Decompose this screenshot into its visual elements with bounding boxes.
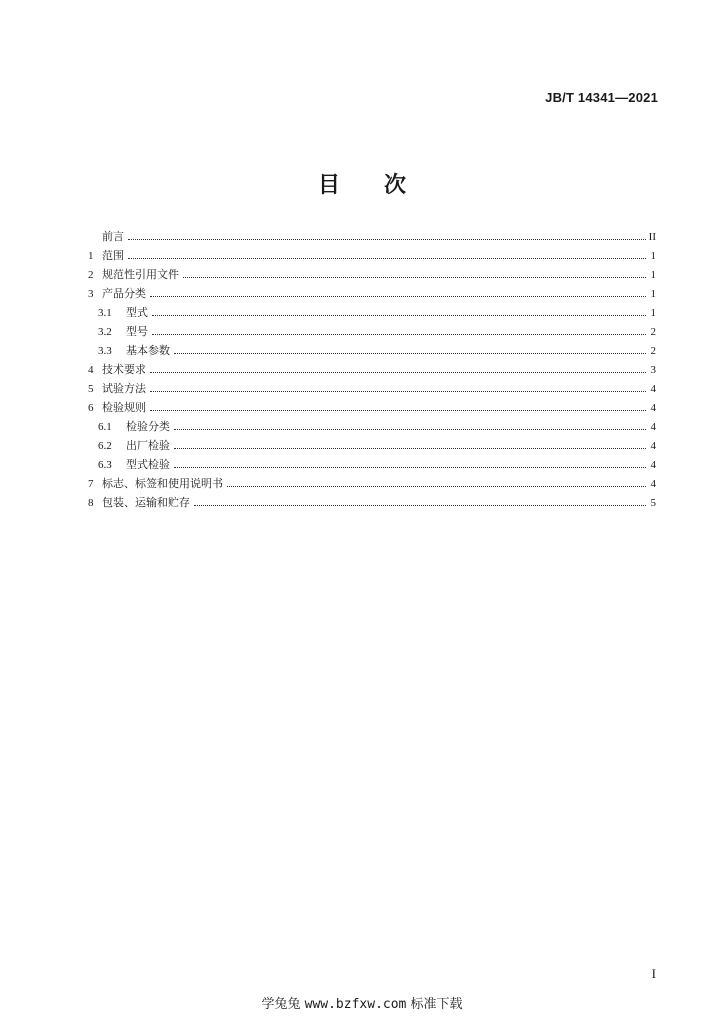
toc-subentry[interactable]	[88, 323, 656, 342]
toc-entry-page: 4	[650, 440, 656, 452]
toc-leader-dots	[174, 466, 646, 468]
toc-entry-label: 型号	[126, 325, 148, 338]
toc-entry-number: 4	[88, 364, 94, 376]
toc-entry-label: 基本参数	[126, 344, 170, 357]
toc-entry-page: 1	[650, 288, 656, 300]
toc-entry-label: 产品分类	[102, 287, 146, 300]
watermark-footer	[0, 993, 724, 1012]
footer-tagline: 标准下载	[410, 997, 463, 1012]
title-char-1: 目	[317, 173, 340, 198]
toc-subentry[interactable]	[88, 456, 656, 475]
toc-leader-dots	[174, 447, 646, 449]
toc-entry-number: 3	[88, 288, 94, 300]
toc-entry-page: 2	[650, 326, 656, 338]
toc-entry-number: 8	[88, 497, 94, 509]
toc-entry-number: 6.3	[98, 459, 112, 471]
toc-entry-page: 5	[650, 497, 656, 509]
toc-subentry[interactable]	[88, 437, 656, 456]
toc-leader-dots	[150, 409, 646, 411]
toc-entry-page: 2	[650, 345, 656, 357]
toc-leader-dots	[128, 238, 646, 240]
toc-leader-dots	[174, 352, 646, 354]
toc-entry-page: 4	[650, 459, 656, 471]
toc-leader-dots	[152, 333, 646, 335]
toc-entry[interactable]	[88, 380, 656, 399]
toc-entry-page: 1	[650, 269, 656, 281]
toc-leader-dots	[150, 295, 646, 297]
toc-entry-page: 4	[650, 383, 656, 395]
toc-leader-dots	[150, 371, 646, 373]
toc-entry[interactable]	[88, 475, 656, 494]
toc-entry-label: 包装、运输和贮存	[102, 496, 190, 509]
table-of-contents	[88, 228, 656, 513]
toc-leader-dots	[128, 257, 646, 259]
page-number: I	[651, 966, 656, 981]
toc-entry-page: 4	[650, 402, 656, 414]
toc-entry-number: 3.3	[98, 345, 112, 357]
toc-entry-label: 试验方法	[102, 382, 146, 395]
toc-entry[interactable]	[88, 247, 656, 266]
toc-entry-number: 3.2	[98, 326, 112, 338]
toc-subentry[interactable]	[88, 304, 656, 323]
page-title	[0, 168, 724, 199]
toc-entry-label: 型式检验	[126, 458, 170, 471]
toc-entry[interactable]	[88, 361, 656, 380]
toc-entry-label: 检验分类	[126, 420, 170, 433]
toc-subentry[interactable]	[88, 342, 656, 361]
toc-entry-page: II	[648, 231, 656, 243]
toc-entry-label: 检验规则	[102, 401, 146, 414]
toc-entry-label: 范围	[102, 249, 124, 262]
toc-entry-page: 3	[650, 364, 656, 376]
footer-site-name: 学兔兔	[261, 997, 301, 1012]
toc-entry-number: 6.1	[98, 421, 112, 433]
toc-entry-number: 7	[88, 478, 94, 490]
toc-entry[interactable]	[88, 228, 656, 247]
toc-entry-number: 5	[88, 383, 94, 395]
toc-leader-dots	[174, 428, 646, 430]
toc-entry[interactable]	[88, 494, 656, 513]
toc-entry-page: 1	[650, 250, 656, 262]
toc-entry-label: 规范性引用文件	[102, 268, 179, 281]
toc-entry[interactable]	[88, 266, 656, 285]
toc-leader-dots	[183, 276, 646, 278]
footer-url[interactable]: www.bzfxw.com	[304, 997, 407, 1012]
toc-entry-label: 技术要求	[102, 363, 146, 376]
title-char-2: 次	[384, 173, 407, 198]
toc-entry-label: 出厂检验	[126, 439, 170, 452]
toc-entry-page: 4	[650, 478, 656, 490]
toc-leader-dots	[152, 314, 646, 316]
toc-entry[interactable]	[88, 285, 656, 304]
toc-entry-page: 1	[650, 307, 656, 319]
standard-code: JB/T 14341—2021	[545, 90, 658, 105]
toc-leader-dots	[194, 504, 646, 506]
toc-entry-number: 3.1	[98, 307, 112, 319]
toc-entry[interactable]	[88, 399, 656, 418]
toc-entry-number: 2	[88, 269, 94, 281]
toc-subentry[interactable]	[88, 418, 656, 437]
toc-entry-label: 型式	[126, 306, 148, 319]
toc-entry-number: 6	[88, 402, 94, 414]
toc-entry-number: 6.2	[98, 440, 112, 452]
toc-entry-number: 1	[88, 250, 94, 262]
toc-entry-label: 标志、标签和使用说明书	[102, 477, 223, 490]
toc-leader-dots	[227, 485, 646, 487]
toc-entry-page: 4	[650, 421, 656, 433]
toc-leader-dots	[150, 390, 646, 392]
toc-entry-label: 前言	[102, 230, 124, 243]
